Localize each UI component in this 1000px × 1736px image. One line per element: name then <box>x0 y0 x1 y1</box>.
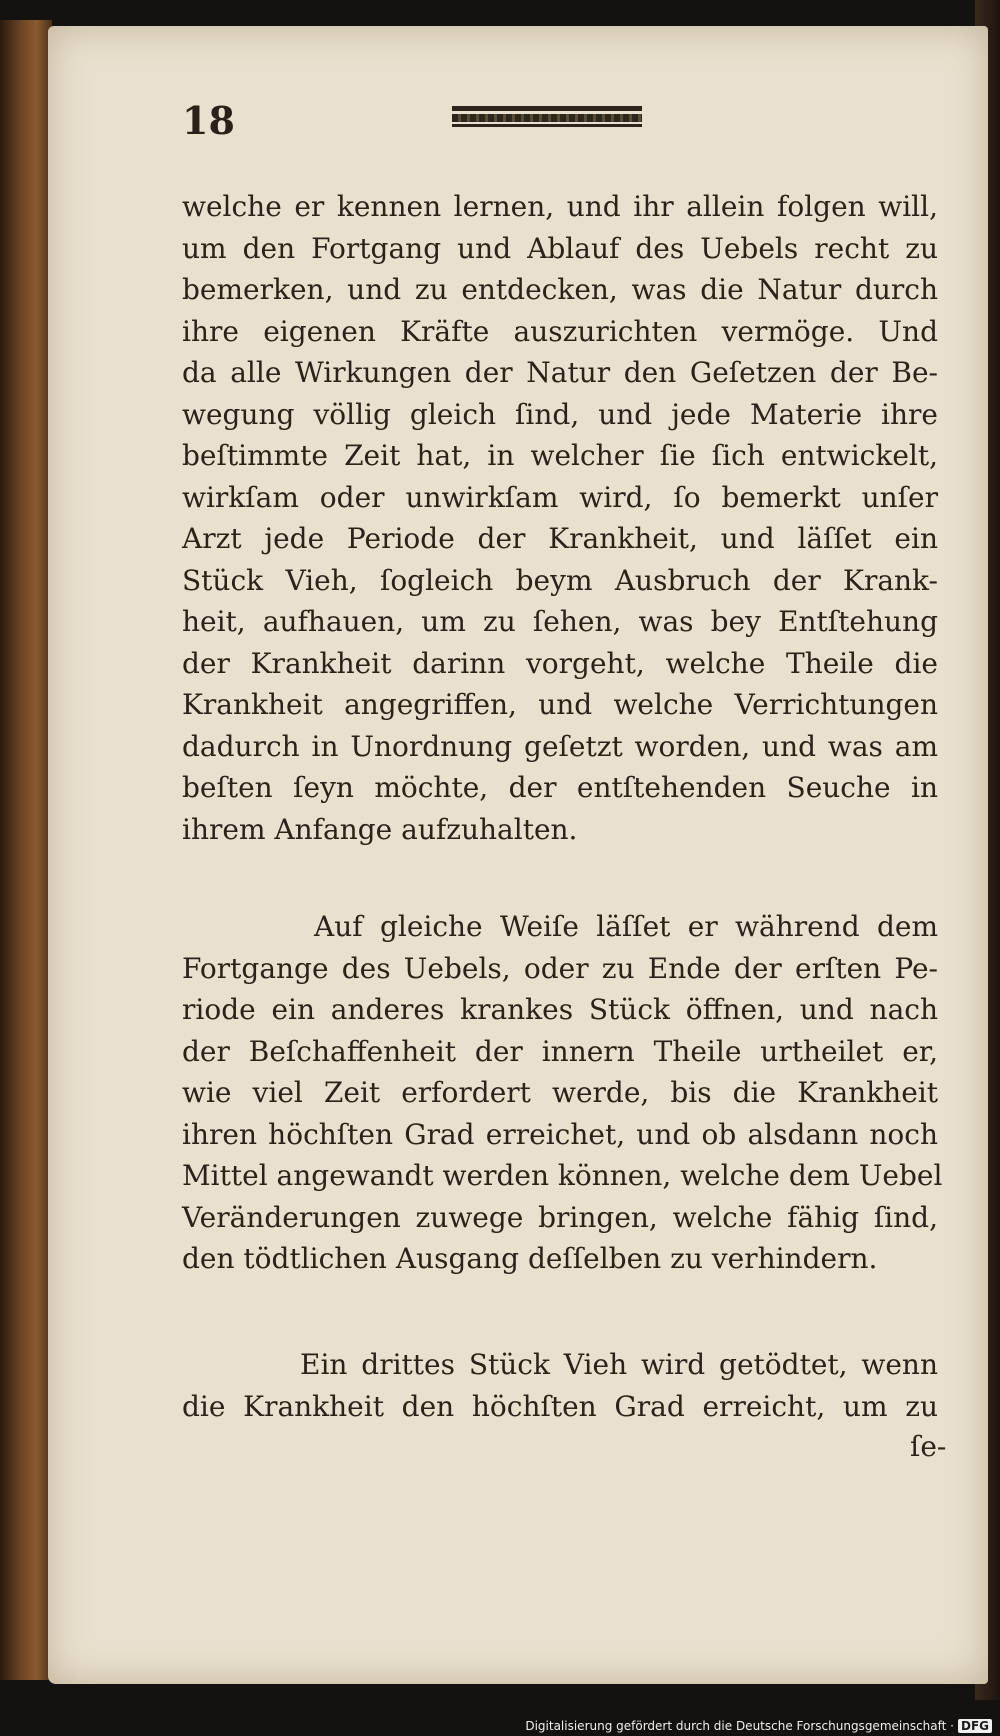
text-line: ihrem Anfange aufzuhalten. <box>182 812 578 846</box>
text-line: wie viel Zeit erfordert werde, bis die Krankheit <box>182 1076 938 1109</box>
text-line: ihren höchſten Grad erreichet, und ob alsdann noch <box>182 1117 938 1151</box>
text-line: beſtimmte Zeit hat, in welcher ſie ſich entwickelt, <box>182 439 938 472</box>
text-line: beſten ſeyn möchte, der entſtehenden Seuche in <box>182 771 938 804</box>
text-line: ihre eigenen Kräfte auszurichten vermöge. Und <box>182 314 938 348</box>
header-ornament <box>452 106 642 128</box>
credit-text: Digitalisierung gefördert durch die Deutsche Forschungsgemeinschaft · <box>525 1719 954 1733</box>
text-line: wegung völlig gleich ſind, und jede Materie ihre <box>182 397 938 431</box>
text-line: Krankheit angegriffen, und welche Verrichtungen <box>182 688 938 721</box>
text-line: Mittel angewandt werden können, welche dem Uebel <box>182 1159 943 1192</box>
text-line: dadurch in Unordnung geſetzt worden, und was am <box>182 729 938 763</box>
dfg-logo: DFG <box>958 1719 992 1733</box>
text-line: heit, aufhauen, um zu ſehen, was bey Entſtehung <box>182 605 938 638</box>
catchword: ſe- <box>910 1430 947 1463</box>
paragraph-1 <box>182 186 938 850</box>
text-line: Arzt jede Periode der Krankheit, und läſſet ein <box>182 522 938 555</box>
text-line: der Beſchaffenheit der innern Theile urtheilet er, <box>182 1034 938 1068</box>
text-line: der Krankheit darinn vorgeht, welche Theile die <box>182 646 938 680</box>
paragraph-3 <box>182 1344 938 1427</box>
text-line: die Krankheit den höchſten Grad erreicht, um zu <box>182 1389 938 1423</box>
text-line: bemerken, und zu entdecken, was die Natur durch <box>182 273 938 306</box>
text-line: welche er kennen lernen, und ihr allein folgen will, <box>182 190 938 223</box>
text-line: riode ein anderes krankes Stück öffnen, und nach <box>182 993 938 1026</box>
text-line: da alle Wirkungen der Natur den Geſetzen der Be- <box>182 356 938 389</box>
text-line: wirkſam oder unwirkſam wird, ſo bemerkt unſer <box>182 480 938 514</box>
text-line: Stück Vieh, ſogleich beym Ausbruch der Krank- <box>182 563 938 597</box>
book-spine-edge <box>0 20 52 1680</box>
digitization-credit <box>525 1719 992 1733</box>
text-line: Veränderungen zuwege bringen, welche fähig ſind, <box>182 1200 938 1234</box>
text-line: den tödtlichen Ausgang deſſelben zu verhindern. <box>182 1242 878 1275</box>
text-line: Auf gleiche Weiſe läſſet er während dem <box>314 910 938 943</box>
text-line: Fortgange des Uebels, oder zu Ende der erſten Pe- <box>182 951 938 985</box>
paragraph-2 <box>182 906 943 1280</box>
text-line: um den Fortgang und Ablauf des Uebels recht zu <box>182 231 938 265</box>
text-line: Ein drittes Stück Vieh wird getödtet, wenn <box>300 1348 938 1381</box>
page-number: 18 <box>182 98 235 143</box>
